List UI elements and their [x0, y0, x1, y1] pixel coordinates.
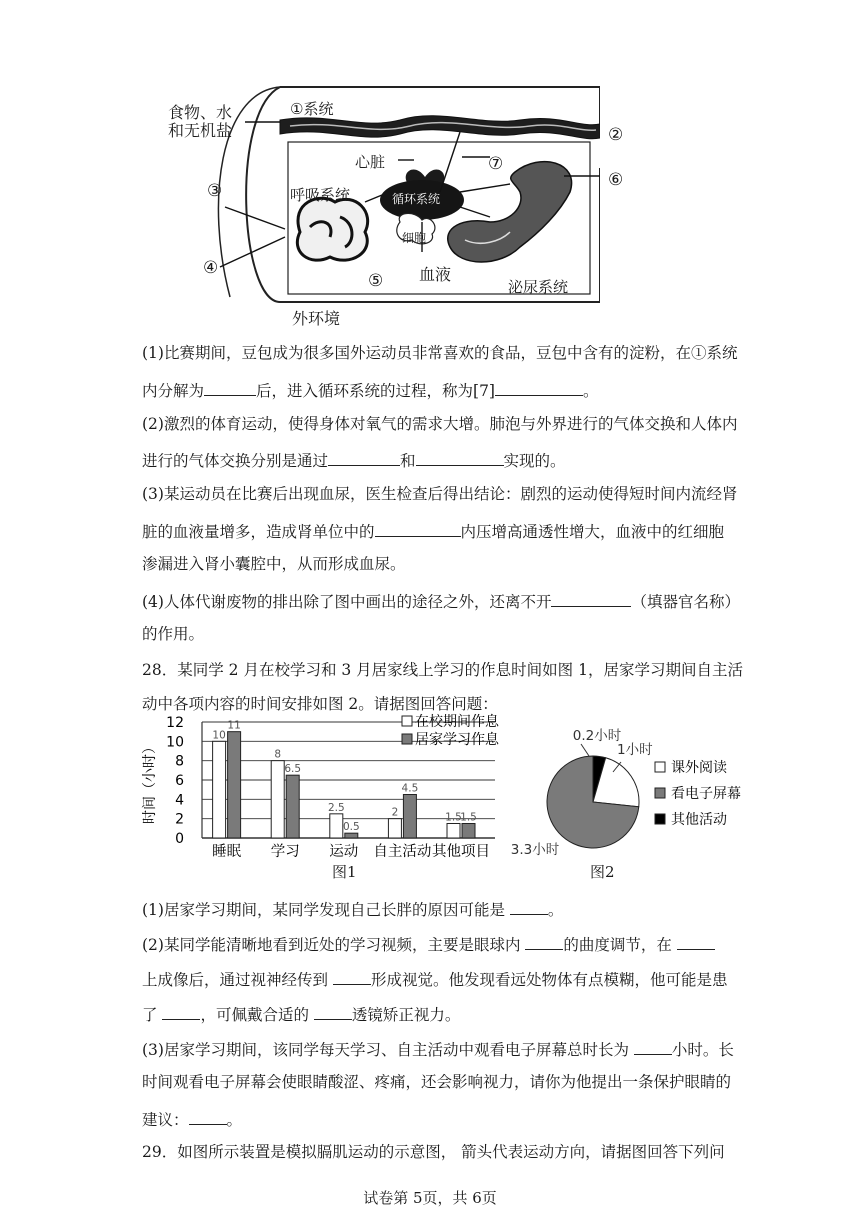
answer-blank[interactable]	[634, 1040, 672, 1055]
q27-p3b: 脏的血液量增多，造成肾单位中的 内压增高通透性增大，血液中的红细胞	[142, 523, 725, 541]
marker-7: ⑦	[488, 154, 504, 174]
q28-p1: (1)居家学习期间，某同学发现自己长胖的原因可能是 。	[142, 901, 564, 919]
q28-p2c: 了 ，可佩戴合适的 透镜矫正视力。	[142, 1006, 461, 1024]
system1-label: ①系统	[290, 100, 334, 118]
food-label-line1: 食物、水	[168, 103, 233, 122]
bar-value-label: 8	[274, 748, 282, 761]
external-label: 外环境	[292, 309, 341, 328]
q28-p3c: 建议： 。	[142, 1111, 243, 1129]
bar	[403, 795, 416, 839]
bar-value-label: 10	[212, 729, 226, 742]
legend-swatch	[655, 762, 665, 772]
q29-intro: 29．如图所示装置是模拟膈肌运动的示意图， 箭头代表运动方向，请据图回答下列问	[142, 1143, 725, 1161]
legend-label: 居家学习作息	[415, 732, 499, 748]
bar	[286, 775, 299, 838]
y-tick-label: 2	[175, 811, 184, 828]
legend-swatch	[402, 716, 412, 726]
digestive-tract	[280, 116, 600, 139]
y-axis-title: 时间（小时）	[142, 740, 158, 824]
x-category-label: 睡眠	[212, 844, 242, 860]
y-tick-label: 12	[166, 715, 184, 731]
food-label-line2: 和无机盐	[168, 121, 233, 140]
legend-swatch	[655, 814, 665, 824]
q27-p1a: (1)比赛期间，豆包成为很多国外运动员非常喜欢的食品，豆包中含有的淀粉，在①系统	[142, 344, 738, 362]
cells-label: 细胞	[402, 231, 427, 245]
respiratory-label: 呼吸系统	[290, 186, 351, 204]
page-footer: 试卷第 5页，共 6页	[363, 1189, 497, 1207]
pie-chart-fig2	[505, 722, 765, 862]
bar-value-label: 2	[391, 806, 399, 819]
bar	[271, 761, 284, 838]
pie-label-reading: 1小时	[617, 742, 653, 758]
q28-p2b: 上成像后，通过视神经传到 形成视觉。他发现看远处物体有点模糊，他可能是患	[142, 971, 728, 989]
x-category-label: 学习	[270, 844, 300, 860]
x-category-label: 自主活动	[373, 844, 432, 860]
answer-blank[interactable]	[525, 935, 563, 950]
answer-blank[interactable]	[314, 1005, 352, 1020]
marker-2: ②	[608, 125, 624, 145]
q28-p2a: (2)某同学能清晰地看到近处的学习视频，主要是眼球内 的曲度调节，在	[142, 935, 732, 954]
bar-chart-fig1	[140, 712, 510, 862]
legend-label: 看电子屏幕	[671, 786, 741, 802]
bar-value-label: 2.5	[327, 801, 345, 814]
marker-5: ⑤	[368, 271, 384, 291]
x-category-label: 其他项目	[432, 844, 491, 860]
blood-label: 血液	[419, 265, 452, 284]
heart-label: 心脏	[355, 153, 386, 171]
answer-blank[interactable]	[162, 1005, 200, 1020]
circulatory-label: 循环系统	[392, 192, 441, 206]
marker-3: ③	[207, 181, 223, 201]
q28-intro-b: 动中各项内容的时间安排如图 2。请据图回答问题：	[142, 695, 498, 713]
q27-p2b: 进行的气体交换分别是通过 和 实现的。	[142, 452, 566, 470]
bar	[447, 824, 460, 839]
y-tick-label: 4	[175, 792, 184, 809]
bar	[330, 814, 343, 838]
bar-value-label: 1.5	[460, 811, 477, 824]
q27-p4a: (4)人体代谢废物的排出除了图中画出的途径之外，还离不开 （填器官名称）	[142, 593, 740, 611]
bar-value-label: 6.5	[284, 763, 302, 776]
answer-blank[interactable]	[375, 522, 461, 537]
bar	[462, 824, 475, 839]
bar	[213, 741, 226, 838]
q27-p2a: (2)激烈的体育运动，使得身体对氧气的需求大增。肺泡与外界进行的气体交换和人体内	[142, 415, 738, 433]
bar-value-label: 1.5	[445, 811, 462, 824]
answer-blank[interactable]	[495, 381, 583, 396]
urinary-organ	[448, 162, 572, 262]
pie-label-screen: 3.3小时	[510, 842, 560, 858]
answer-blank[interactable]	[677, 935, 715, 950]
q27-p1b: 内分解为 后，进入循环系统的过程，称为[7] 。	[142, 382, 599, 400]
answer-blank[interactable]	[333, 970, 371, 985]
legend-swatch	[655, 788, 665, 798]
y-tick-label: 6	[175, 773, 184, 789]
fig1-caption: 图1	[332, 863, 357, 881]
bar	[228, 732, 241, 838]
legend-swatch	[402, 734, 412, 744]
bar	[388, 819, 401, 838]
fig2-caption: 图2	[590, 863, 615, 881]
bar-value-label: 4.5	[401, 782, 419, 795]
marker-6: ⑥	[608, 170, 624, 190]
pie-label-other: 0.2小时	[572, 728, 622, 744]
marker-4: ④	[203, 258, 219, 278]
y-tick-label: 8	[175, 753, 184, 770]
q27-p4b: 的作用。	[142, 625, 205, 643]
bar-value-label: 0.5	[342, 821, 360, 834]
bar	[345, 833, 358, 838]
leader-line	[581, 744, 589, 756]
q28-intro-a: 28．某同学 2 月在校学习和 3 月居家线上学习的作息时间如图 1，居家学习期间自主活	[142, 661, 743, 679]
answer-blank[interactable]	[551, 592, 631, 607]
legend-label: 其他活动	[671, 812, 727, 828]
q27-p3c: 渗漏进入肾小囊腔中，从而形成血尿。	[142, 555, 406, 573]
q28-p3a: (3)居家学习期间，该同学每天学习、自主活动中观看电子屏幕总时长为 小时。长	[142, 1041, 734, 1059]
answer-blank[interactable]	[416, 451, 504, 466]
answer-blank[interactable]	[204, 381, 256, 396]
legend-label: 课外阅读	[671, 760, 727, 776]
y-tick-label: 10	[166, 734, 184, 751]
urinary-label: 泌尿系统	[508, 278, 569, 296]
answer-blank[interactable]	[189, 1110, 227, 1125]
lung-shape	[297, 198, 367, 260]
q27-p3a: (3)某运动员在比赛后出现血尿，医生检查后得出结论：剧烈的运动使得短时间内流经肾	[142, 485, 738, 503]
q28-p3b: 时间观看电子屏幕会使眼睛酸涩、疼痛，还会影响视力，请你为他提出一条保护眼睛的	[142, 1073, 732, 1091]
y-tick-label: 0	[175, 831, 184, 847]
answer-blank[interactable]	[328, 451, 400, 466]
x-category-label: 运动	[329, 844, 359, 860]
answer-blank[interactable]	[510, 900, 548, 915]
bar-value-label: 11	[227, 719, 241, 732]
legend-label: 在校期间作息	[415, 714, 499, 730]
